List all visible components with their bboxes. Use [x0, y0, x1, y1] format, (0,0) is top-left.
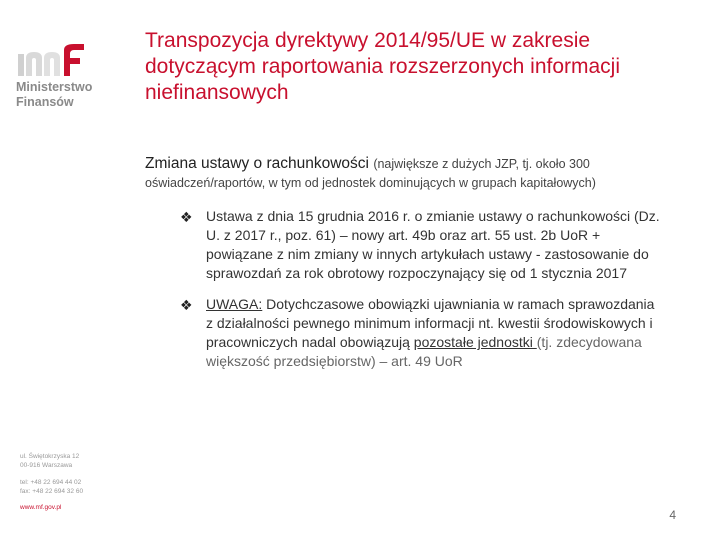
ministry-name — [16, 80, 92, 110]
bullet-item-1 — [180, 207, 660, 283]
intro-block — [145, 154, 700, 192]
footer-tel: tel: +48 22 694 44 02 — [20, 479, 82, 486]
footer-url-link[interactable]: www.mf.gov.pl — [20, 504, 62, 511]
bullet-item-2 — [180, 295, 660, 371]
bullet-2-text-a: Dotychczasowe obowiązki ujawniania w ramach sprawozdania z działalności pewnego minimum informacji nt. kwestii środowiskowych i pracowniczych nadal obowiązują — [206, 296, 655, 350]
footer-address-1: ul. Świętokrzyska 12 — [20, 453, 80, 460]
mf-logo-icon — [16, 40, 96, 80]
footer-contact — [20, 452, 83, 496]
ministry-logo — [16, 40, 96, 80]
bullet-2-underlined-entities: pozostałe jednostki — [413, 334, 537, 350]
bullet-2-text-b: (tj. zdecydowana większość przedsiębiorstw) – art. 49 UoR — [206, 334, 642, 369]
intro-main-text: Zmiana ustawy o rachunkowości — [145, 155, 369, 172]
slide-title: Transpozycja dyrektywy 2014/95/UE w zakresie dotyczącym raportowania rozszerzonych informacji niefinansowych — [145, 29, 621, 104]
diamond-bullet-icon: ❖ — [180, 297, 193, 313]
intro-small-text-2: oświadczeń/raportów, w tym od jednostek dominujących w grupach kapitałowych) — [145, 176, 596, 190]
intro-small-text-1: (największe z dużych JZP, tj. około 300 — [373, 157, 590, 171]
footer-address-2: 00-916 Warszawa — [20, 462, 73, 469]
logo-line-2: Finansów — [16, 95, 74, 109]
logo-line-1: Ministerstwo — [16, 80, 93, 94]
diamond-bullet-icon: ❖ — [180, 209, 193, 225]
bullet-2-warning: UWAGA: — [206, 296, 263, 312]
page-number: 4 — [669, 508, 676, 522]
footer-fax: fax: +48 22 694 32 60 — [20, 488, 84, 495]
intro-line-1 — [145, 154, 700, 174]
bullet-text-1: Ustawa z dnia 15 grudnia 2016 r. o zmianie ustawy o rachunkowości (Dz. U. z 2017 r., poz. 61) – nowy art. 49b oraz art. 55 ust. 2b UoR + powiązane z nim zmiany w innych artykułach ustawy - zastosowanie do sprawozdań za rok obrotowy rozpoczynający się od 1 stycznia 2017 — [206, 208, 660, 281]
bullet-list — [180, 207, 660, 383]
